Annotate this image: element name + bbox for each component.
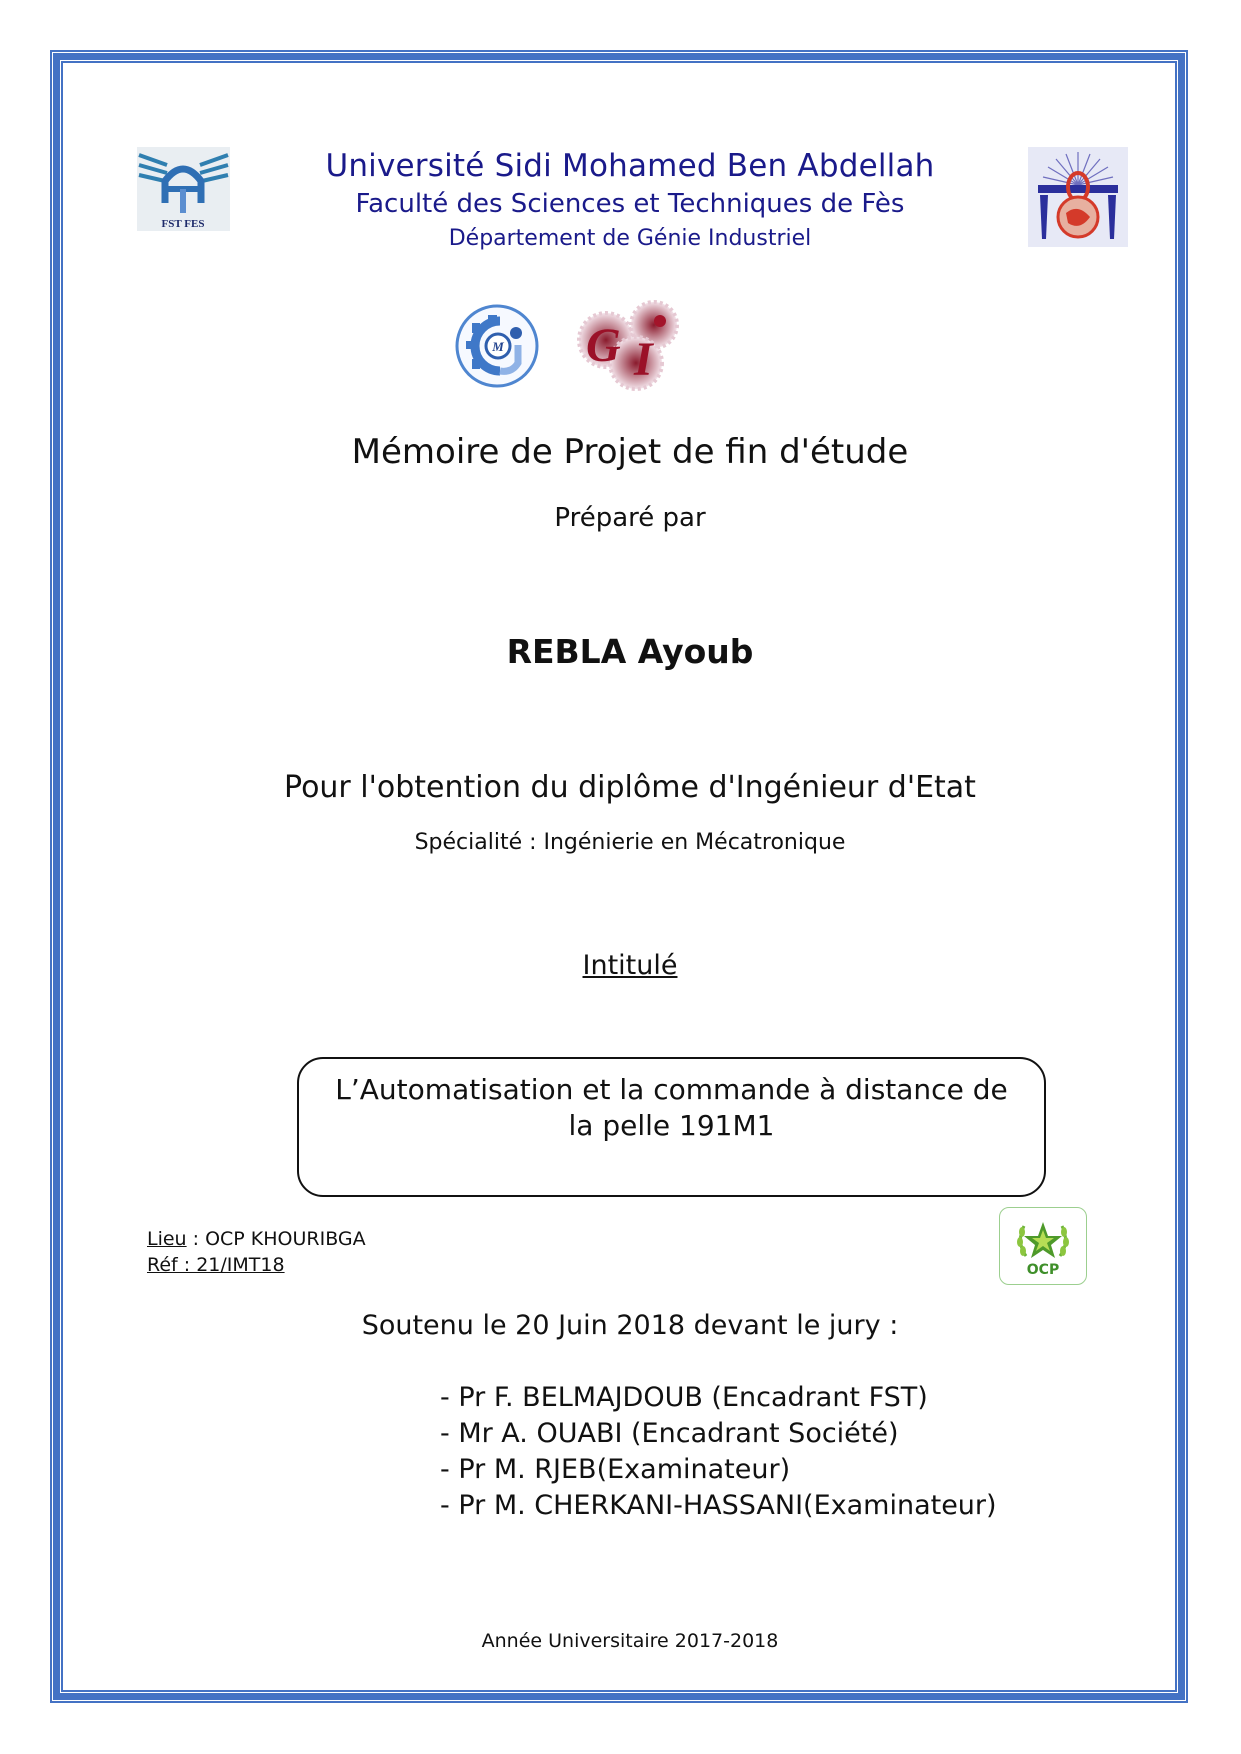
jury-list	[440, 1380, 997, 1524]
university-name: Université Sidi Mohamed Ben Abdellah	[325, 148, 935, 184]
author-name: REBLA Ayoub	[506, 632, 754, 671]
usmba-logo-icon	[1028, 147, 1128, 247]
mecatronique-logo-icon	[452, 303, 542, 389]
jury-member: - Pr F. BELMAJDOUB (Encadrant FST)	[440, 1382, 928, 1413]
prepared-by-label: Préparé par	[554, 503, 706, 533]
academic-year: Année Universitaire 2017-2018	[481, 1630, 779, 1652]
genie-industriel-logo-icon	[576, 295, 681, 395]
svg-text:M: M	[492, 339, 504, 354]
speciality-text: Spécialité : Ingénierie en Mécatronique	[414, 830, 846, 855]
svg-text:OCP: OCP	[1026, 1262, 1060, 1278]
jury-member: - Mr A. OUABI (Encadrant Société)	[440, 1418, 899, 1449]
location-value: : OCP KHOURIBGA	[186, 1228, 366, 1250]
location-block	[147, 1226, 366, 1278]
ocp-logo-icon	[999, 1207, 1087, 1285]
svg-text:I: I	[634, 333, 653, 386]
project-title-line1: L’Automatisation et la commande à distance de	[335, 1073, 1008, 1106]
svg-text:FST FES: FST FES	[161, 218, 205, 230]
department-name: Département de Génie Industriel	[448, 226, 812, 251]
reference-line: Réf : 21/IMT18	[147, 1254, 285, 1276]
svg-text:G: G	[586, 319, 621, 372]
memoire-title: Mémoire de Projet de fin d'étude	[351, 432, 909, 472]
jury-member: - Pr M. CHERKANI-HASSANI(Examinateur)	[440, 1490, 997, 1521]
location-label: Lieu	[147, 1228, 187, 1250]
location-line	[147, 1226, 366, 1252]
diploma-text: Pour l'obtention du diplôme d'Ingénieur d'Etat	[284, 770, 976, 805]
faculty-name: Faculté des Sciences et Techniques de Fès	[355, 189, 905, 219]
project-title-line2: la pelle 191M1	[568, 1109, 775, 1142]
defense-intro: Soutenu le 20 Juin 2018 devant le jury :	[361, 1310, 899, 1341]
intitule-label: Intitulé	[582, 950, 678, 981]
project-title	[310, 1072, 1033, 1144]
jury-member: - Pr M. RJEB(Examinateur)	[440, 1454, 791, 1485]
fst-fes-logo-icon	[137, 147, 230, 231]
